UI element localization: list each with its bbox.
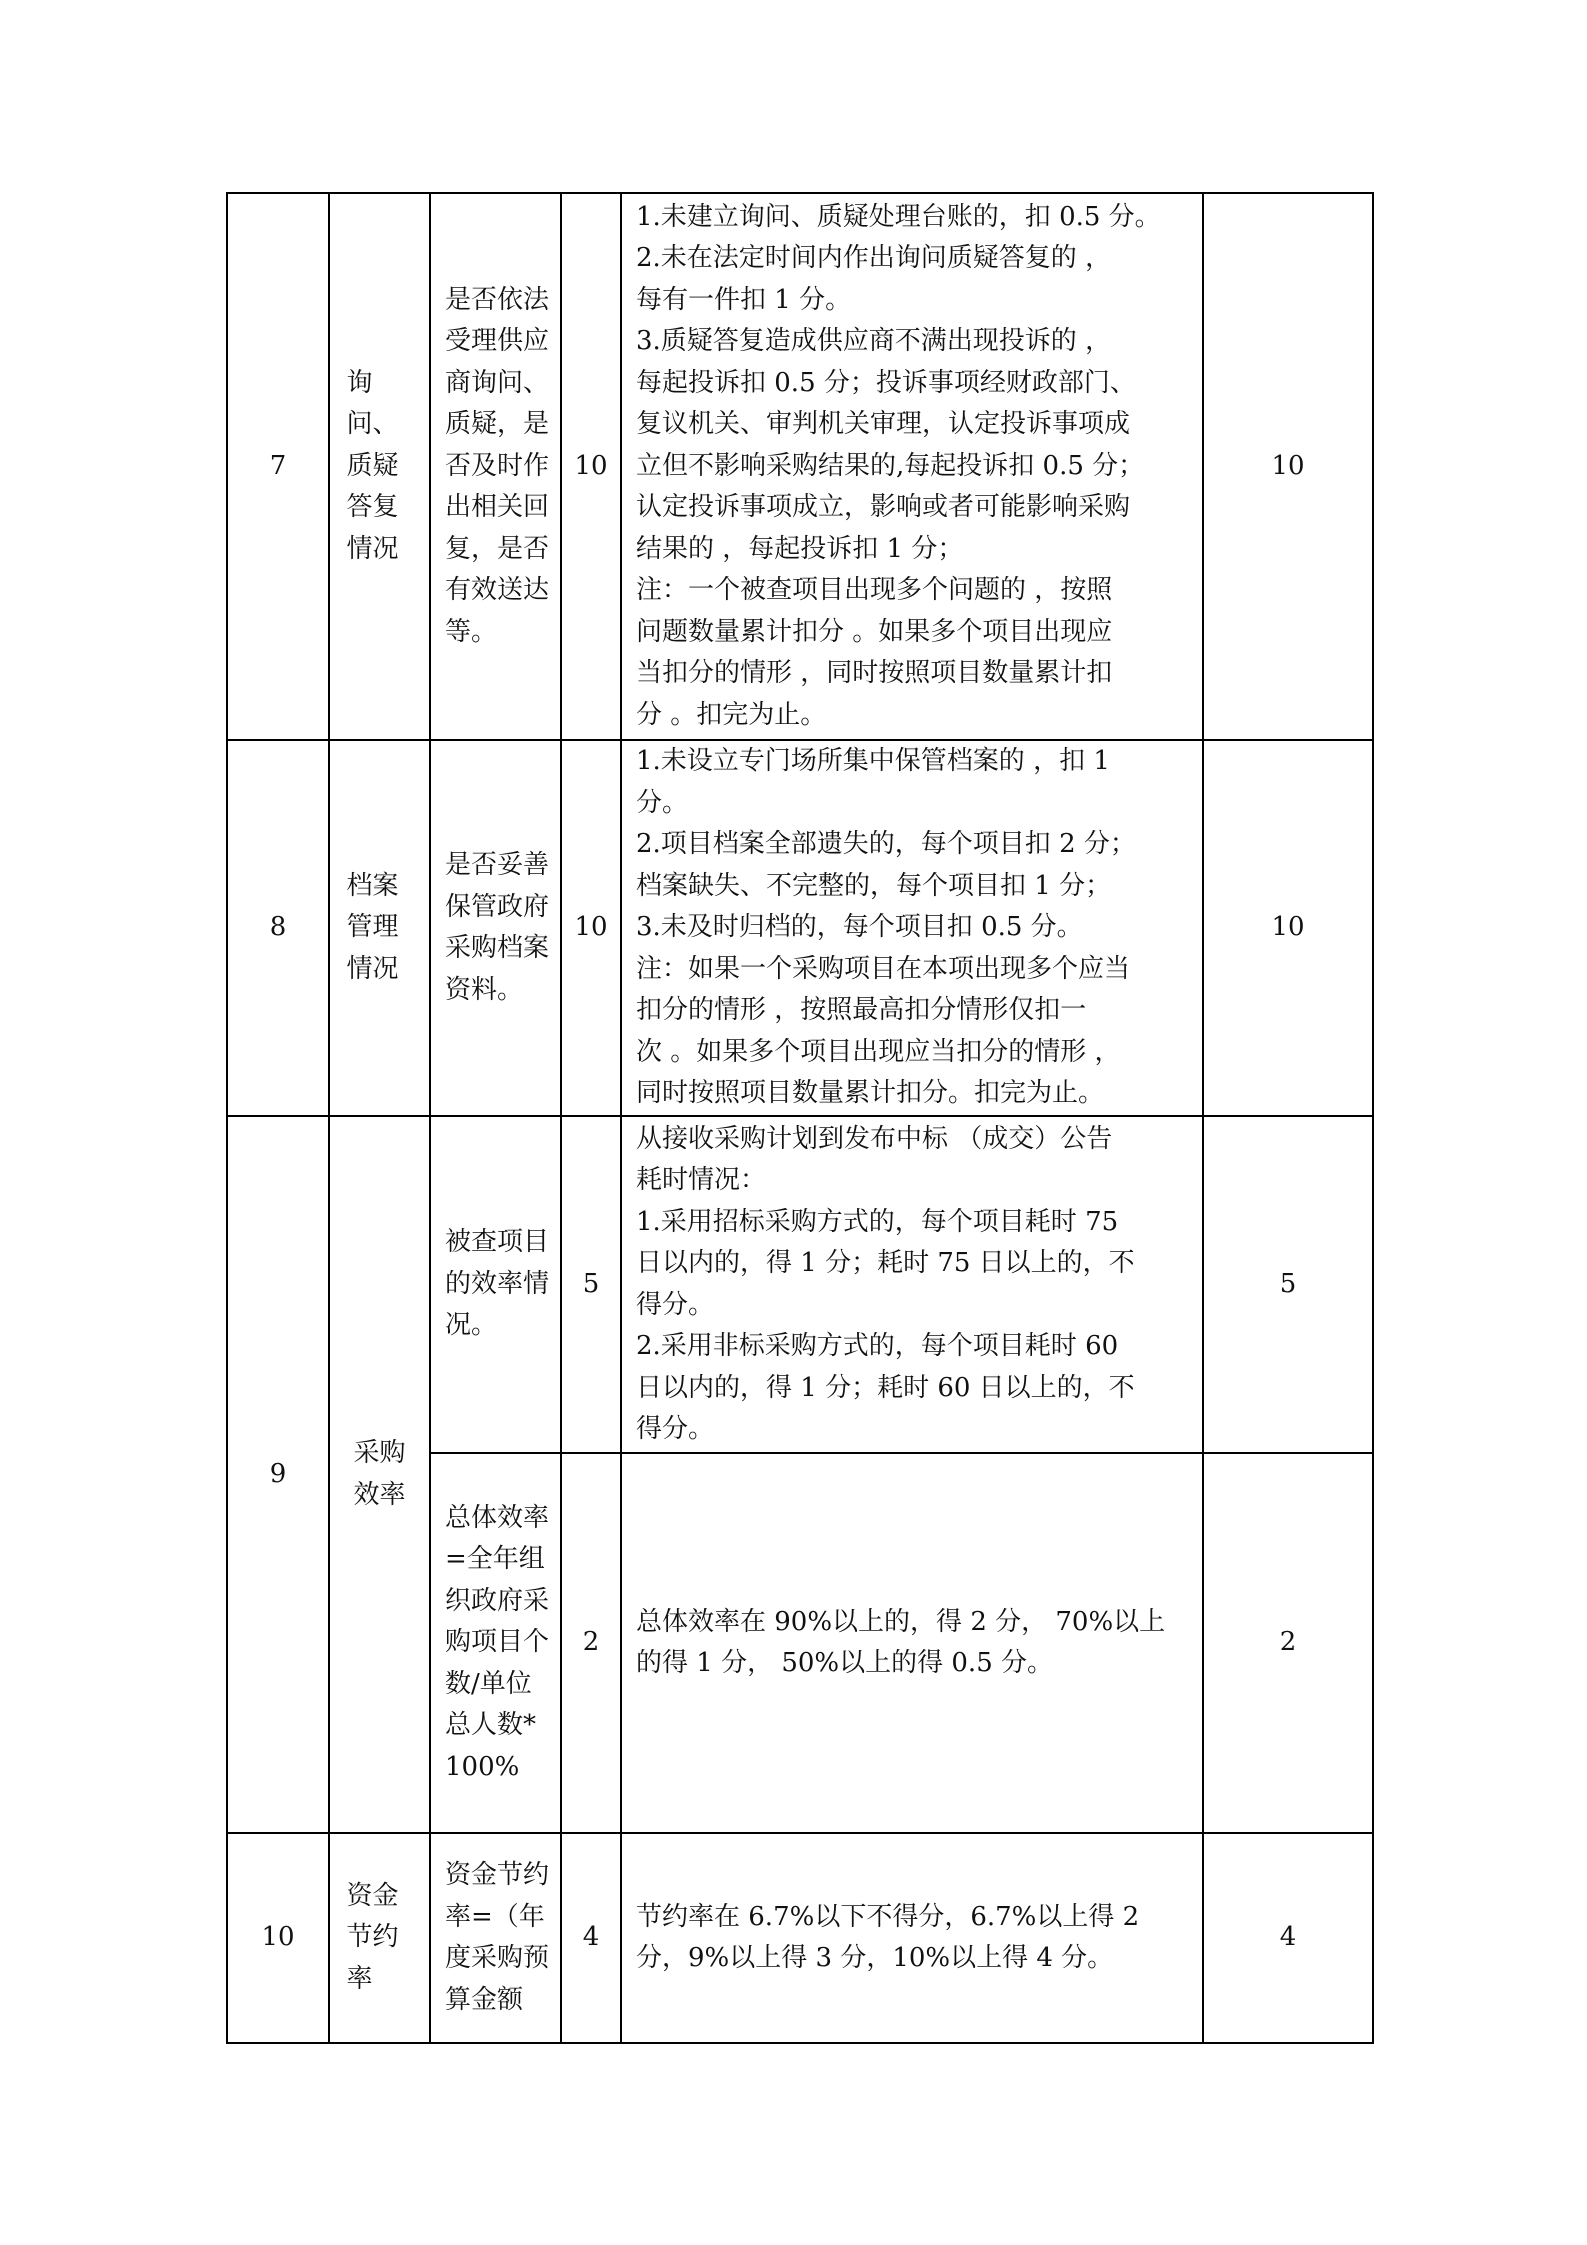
evaluation-table [226, 192, 1374, 2044]
rule-line: 问题数量累计扣分 。如果多个项目出现应 [636, 616, 1113, 647]
scoring-rules [621, 740, 1203, 1116]
evaluation-standard: 资金节约率=（年度采购预算金额 [430, 1833, 561, 2043]
rule-line: 档案缺失、不完整的，每个项目扣 1 分； [636, 870, 1112, 901]
rule-line: 结果的 ，每起投诉扣 1 分； [636, 533, 964, 564]
row-number: 10 [227, 1833, 329, 2043]
score: 4 [1203, 1833, 1373, 2043]
rule-line: 每起投诉扣 0.5 分；投诉事项经财政部门、 [636, 367, 1136, 398]
rule-line: 分，9%以上得 3 分，10%以上得 4 分。 [636, 1943, 1114, 1973]
rule-line: 总体效率在 90%以上的，得 2 分， 70%以上 [636, 1606, 1166, 1637]
rule-line: 认定投诉事项成立，影响或者可能影响采购 [636, 492, 1131, 523]
scoring-rules [621, 193, 1203, 740]
table-row [227, 1833, 1373, 2043]
score: 10 [1203, 740, 1373, 1116]
rule-line: 3.质疑答复造成供应商不满出现投诉的 ， [636, 326, 1112, 357]
rule-line: 3.未及时归档的，每个项目扣 0.5 分。 [636, 912, 1083, 943]
points: 10 [561, 193, 621, 740]
rule-line: 节约率在 6.7%以下不得分，6.7%以上得 2 [636, 1901, 1140, 1932]
row-number: 8 [227, 740, 329, 1116]
rule-line: 1.采用招标采购方式的，每个项目耗时 75 [636, 1206, 1119, 1237]
rule-line: 扣分的情形 ，按照最高扣分情形仅扣一 [636, 995, 1087, 1026]
evaluation-standard: 是否依法受理供应商询问、质疑，是否及时作出相关回复，是否有效送达等。 [430, 193, 561, 740]
table-row [227, 740, 1373, 1116]
scoring-rules [621, 1833, 1203, 2043]
points: 10 [561, 740, 621, 1116]
rule-line: 的得 1 分， 50%以上的得 0.5 分。 [636, 1648, 1054, 1678]
rule-line: 2.项目档案全部遗失的，每个项目扣 2 分； [636, 829, 1136, 860]
rule-line: 分 。扣完为止。 [636, 699, 827, 730]
score: 2 [1203, 1453, 1373, 1833]
rule-line: 日以内的，得 1 分；耗时 75 日以上的，不 [636, 1248, 1135, 1278]
score: 5 [1203, 1116, 1373, 1453]
rule-line: 得分。 [636, 1289, 715, 1320]
item-name: 采购效率 [353, 1438, 406, 1510]
item-name: 档案管理情况 [346, 870, 399, 984]
rule-line: 分。 [636, 787, 689, 818]
score: 10 [1203, 193, 1373, 740]
row-number: 7 [227, 193, 329, 740]
rule-line: 1.未设立专门场所集中保管档案的 ，扣 1 [636, 746, 1110, 777]
rule-line: 日以内的，得 1 分；耗时 60 日以上的，不 [636, 1372, 1135, 1403]
scoring-rules [621, 1453, 1203, 1833]
item-name: 询问、质疑答复情况 [346, 367, 399, 564]
rule-line: 得分。 [636, 1414, 715, 1444]
item-name: 资金节约率 [346, 1880, 399, 1994]
rule-line: 注：一个被查项目出现多个问题的 ，按照 [636, 575, 1113, 606]
evaluation-standard: 被查项目的效率情况。 [430, 1116, 561, 1453]
rule-line: 2.采用非标采购方式的，每个项目耗时 60 [636, 1331, 1119, 1361]
rule-line: 复议机关、审判机关审理，认定投诉事项成 [636, 409, 1131, 440]
rule-line: 耗时情况： [636, 1165, 767, 1195]
table-row [227, 1116, 1373, 1453]
rule-line: 立但不影响采购结果的,每起投诉扣 0.5 分； [636, 450, 1145, 481]
table-row [227, 193, 1373, 740]
rule-line: 同时按照项目数量累计扣分。扣完为止。 [636, 1078, 1105, 1109]
rule-line: 从接收采购计划到发布中标 （成交）公告 [636, 1123, 1113, 1154]
rule-line: 注：如果一个采购项目在本项出现多个应当 [636, 953, 1131, 984]
rule-line: 2.未在法定时间内作出询问质疑答复的 ， [636, 243, 1112, 274]
rule-line: 次 。如果多个项目出现应当扣分的情形 ， [636, 1036, 1121, 1067]
rule-line: 1.未建立询问、质疑处理台账的，扣 0.5 分。 [636, 201, 1161, 232]
row-number: 9 [227, 1116, 329, 1833]
evaluation-standard: 总体效率=全年组织政府采购项目个数/单位总人数*100% [430, 1453, 561, 1833]
scoring-rules [621, 1116, 1203, 1453]
evaluation-standard: 是否妥善保管政府采购档案资料。 [430, 740, 561, 1116]
points: 2 [561, 1453, 621, 1833]
points: 4 [561, 1833, 621, 2043]
rule-line: 当扣分的情形 ，同时按照项目数量累计扣 [636, 658, 1113, 689]
points: 5 [561, 1116, 621, 1453]
rule-line: 每有一件扣 1 分。 [636, 284, 852, 315]
